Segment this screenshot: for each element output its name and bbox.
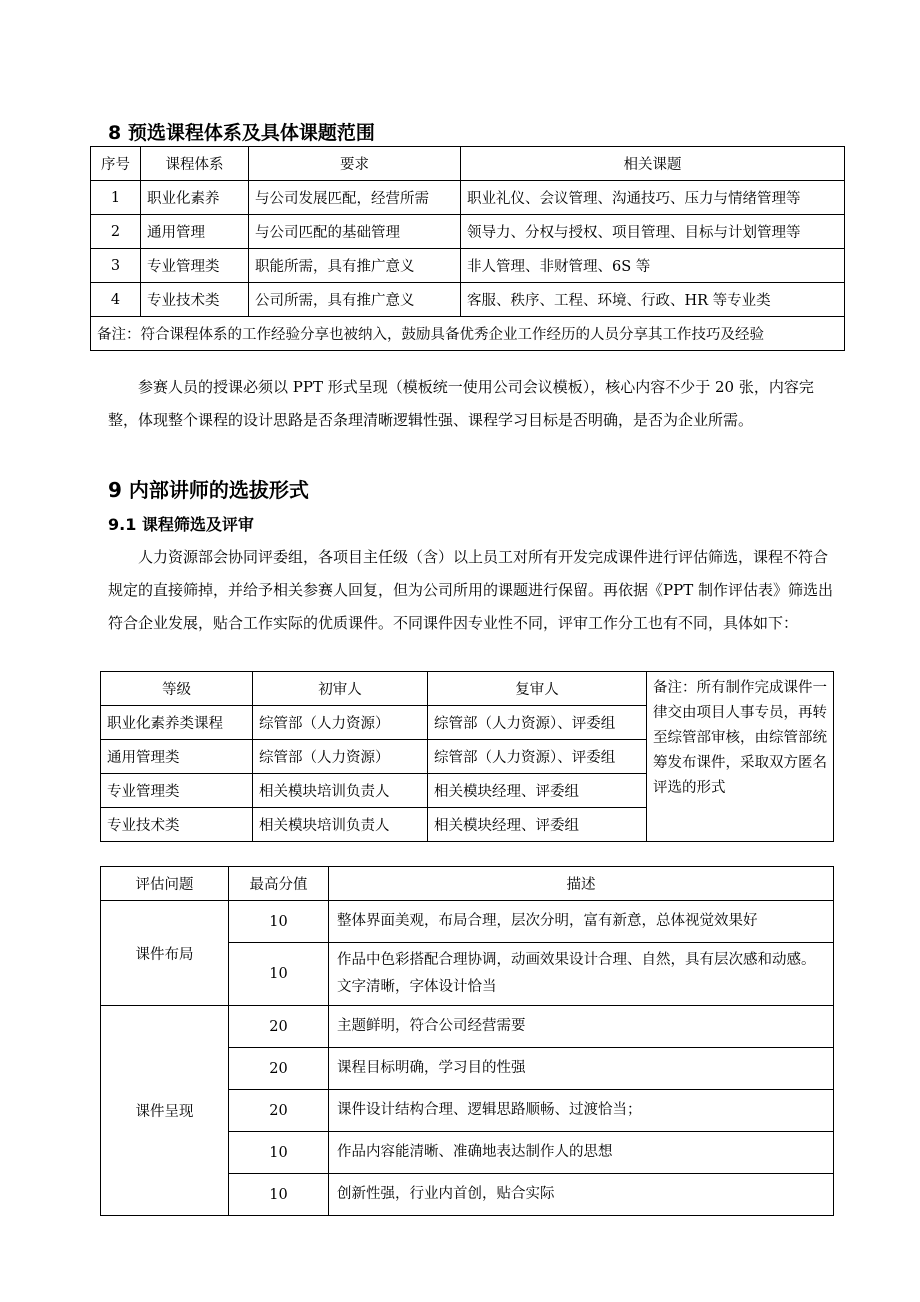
eval-score: 20	[229, 1006, 329, 1048]
table-cell: 职业礼仪、会议管理、沟通技巧、压力与情绪管理等	[461, 181, 845, 215]
table-header-row	[101, 672, 834, 706]
eval-score: 10	[229, 901, 329, 943]
table-cell: 1	[91, 181, 141, 215]
table-cell: 与公司匹配的基础管理	[249, 215, 461, 249]
eval-description: 作品内容能清晰、准确地表达制作人的思想	[329, 1132, 834, 1174]
header-cell: 序号	[91, 147, 141, 181]
eval-description: 课件设计结构合理、逻辑思路顺畅、过渡恰当；	[329, 1090, 834, 1132]
header-cell: 要求	[249, 147, 461, 181]
section-8-heading: 8 预选课程体系及具体课题范围	[108, 122, 375, 144]
table-cell: 领导力、分权与授权、项目管理、目标与计划管理等	[461, 215, 845, 249]
table-cell: 通用管理类	[101, 740, 253, 774]
course-system-table	[90, 146, 845, 351]
section-9-1-heading: 9.1 课程筛选及评审	[108, 515, 254, 534]
table-cell: 相关模块经理、评委组	[428, 808, 647, 842]
screening-paragraph: 人力资源部会协同评委组，各项目主任级（含）以上员工对所有开发完成课件进行评估筛选，课程不符合规定的直接筛掉，并给予相关参赛人回复，但为公司所用的课题进行保留。再依据《PPT 制作评估表》筛选出符合企业发展，贴合工作实际的优质课件。不同课件因专业性不同，评审工作分工也有不同，具体如下：	[108, 548, 833, 632]
table-cell: 客服、秩序、工程、环境、行政、HR 等专业类	[461, 283, 845, 317]
table-row	[91, 249, 845, 283]
eval-score: 20	[229, 1090, 329, 1132]
table-header-row	[91, 147, 845, 181]
table-note: 备注：符合课程体系的工作经验分享也被纳入，鼓励具备优秀企业工作经历的人员分享其工作技巧及经验	[91, 317, 845, 351]
eval-description: 主题鲜明，符合公司经营需要	[329, 1006, 834, 1048]
eval-description: 整体界面美观，布局合理，层次分明，富有新意，总体视觉效果好	[329, 901, 834, 943]
eval-group-name: 课件布局	[101, 901, 229, 1006]
header-cell: 等级	[101, 672, 253, 706]
header-cell: 评估问题	[101, 867, 229, 901]
eval-score: 10	[229, 1132, 329, 1174]
table-row	[91, 181, 845, 215]
table-cell: 综管部（人力资源）、评委组	[428, 706, 647, 740]
header-cell: 描述	[329, 867, 834, 901]
table-note-row	[91, 317, 845, 351]
table-cell: 职业化素养类课程	[101, 706, 253, 740]
eval-score: 10	[229, 943, 329, 1006]
table-cell: 与公司发展匹配，经营所需	[249, 181, 461, 215]
table-cell: 专业管理类	[141, 249, 249, 283]
header-cell: 初审人	[253, 672, 428, 706]
table-cell: 3	[91, 249, 141, 283]
table-cell: 通用管理	[141, 215, 249, 249]
table-cell: 综管部（人力资源）、评委组	[428, 740, 647, 774]
header-cell: 相关课题	[461, 147, 845, 181]
table-cell: 综管部（人力资源）	[253, 706, 428, 740]
ppt-requirement-paragraph: 参赛人员的授课必须以 PPT 形式呈现（模板统一使用公司会议模板），核心内容不少于 20 张，内容完整，体现整个课程的设计思路是否条理清晰逻辑性强、课程学习目标是否明确，是否为企业所需。	[108, 378, 814, 429]
review-note: 备注：所有制作完成课件一律交由项目人事专员，再转至综管部审核，由综管部统筹发布课件，采取双方匿名评选的形式	[647, 672, 834, 842]
eval-score: 10	[229, 1174, 329, 1216]
eval-description: 课程目标明确，学习目的性强	[329, 1048, 834, 1090]
evaluation-table	[100, 866, 834, 1216]
table-cell: 综管部（人力资源）	[253, 740, 428, 774]
table-row	[91, 283, 845, 317]
eval-score: 20	[229, 1048, 329, 1090]
table-cell: 专业技术类	[141, 283, 249, 317]
table-cell: 非人管理、非财管理、6S 等	[461, 249, 845, 283]
table-cell: 专业技术类	[101, 808, 253, 842]
table-cell: 专业管理类	[101, 774, 253, 808]
table-row	[91, 215, 845, 249]
table-cell: 职能所需，具有推广意义	[249, 249, 461, 283]
eval-group-name: 课件呈现	[101, 1006, 229, 1216]
table-row	[101, 901, 834, 943]
header-cell: 复审人	[428, 672, 647, 706]
table-cell: 公司所需，具有推广意义	[249, 283, 461, 317]
review-table	[100, 671, 834, 842]
table-header-row	[101, 867, 834, 901]
header-cell: 最高分值	[229, 867, 329, 901]
table-row	[101, 1006, 834, 1048]
table-cell: 相关模块培训负责人	[253, 774, 428, 808]
table-cell: 职业化素养	[141, 181, 249, 215]
section-9-heading: 9 内部讲师的选拔形式	[108, 478, 309, 502]
table-cell: 相关模块经理、评委组	[428, 774, 647, 808]
header-cell: 课程体系	[141, 147, 249, 181]
table-cell: 相关模块培训负责人	[253, 808, 428, 842]
eval-description: 创新性强，行业内首创，贴合实际	[329, 1174, 834, 1216]
table-cell: 2	[91, 215, 141, 249]
eval-description: 作品中色彩搭配合理协调，动画效果设计合理、自然，具有层次感和动感。文字清晰，字体设计恰当	[329, 943, 834, 1006]
table-cell: 4	[91, 283, 141, 317]
